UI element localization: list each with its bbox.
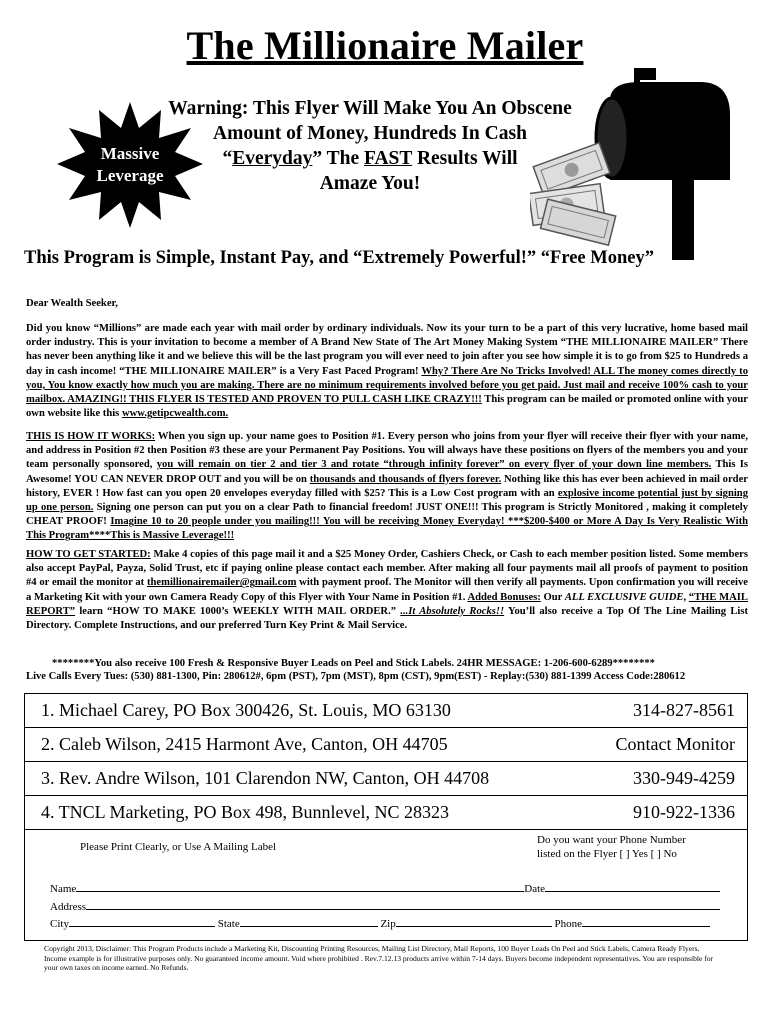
paragraph-intro: Did you know “Millions” are made each year with mail order by ordinary individuals. Now its your turn to be a part of this very lucrative, home based mail order industry. This is your invitation to become a member of A Brand New State of The Art Money Making System “THE MILLIONAIRE MAILER” There has never been anything like it and we believe this will be the last program you will ever need to join after you see how simple it is to go from $25 to Hundreds a day in cash income! “THE MILLIONAIRE MAILER” is a Very Fast Paced Program! Why? There Are No Tricks Involved! ALL The money comes directly to you, You know exactly how much you are making. There are no minimum requirements involved before you get paid. Just mail and receive 100% cash to your mailbox. AMAZING!! THIS FLYER IS TESTED AND PROVEN TO PULL CASH LIKE CRAZY!!! This program can be mailed or promoted online with your own website like this www.getipcwealth.com. [26,323,749,420]
warning-line-2: Amount of Money, Hundreds In Cash [213,123,527,144]
mailbox-icon [530,60,730,260]
monitor-email-link[interactable]: themillionairemailer@gmail.com [147,577,297,589]
position-row [25,762,747,796]
phone-field[interactable] [582,915,710,927]
live-calls-line: Live Calls Every Tues: (530) 881-1300, Pin: 280612#, 6pm (PST), 7pm (MST), 8pm (CST), 9pm(EST) - Replay:(530) 881-1399 Access Code:280612 [26,671,686,682]
city-field[interactable] [69,915,215,927]
paragraph-how-it-works: THIS IS HOW IT WORKS: When you sign up. your name goes to Position #1. Every person who joins from your flyer will receive their flyer with your name, and address in Position #2 then Position #3 these are your Permanent Pay Positions. You will always have these positions on flyers of the members you and your team personally sponsored, you will remain on tier 2 and tier 3 and rotate “through infinity forever” on every flyer of your down line members. This Is Awesome! YOU CAN NEVER DROP OUT and you will be on thousands and thousands of flyers forever. Nothing like this has ever been achieved in mail order history, EVER ! How fast can you open 20 envelopes everyday filled with $25? This is a Low Cost program with an explosive income potential just by signing up one person. Signing one person can put you on a clear Path to financial freedom! JUST ONE!!! This program is Strictly Monitored , making it completely CHEAT PROOF! Imagine 10 to 20 people under you mailing!!! You will be receiving Money Everyday! ***$200-$400 or More A Day Is Very Realistic With This Program****This is Massive Leverage!!! [26,431,749,542]
position-phone: 910-922-1336 [633,802,735,822]
position-name: 1. Michael Carey, PO Box 300426, St. Louis, MO 63130 [41,700,451,720]
position-row [25,728,747,762]
phone-listing-question: Do you want your Phone Number listed on the Flyer [ ] Yes [ ] No [537,834,686,860]
phone-label: Phone [554,918,582,930]
city-label: City [50,918,69,930]
bonus-line: ********You also receive 100 Fresh & Responsive Buyer Leads on Peel and Stick Labels. 24HR MESSAGE: 1-206-600-6289******** [52,658,655,669]
disclaimer: Copyright 2013, Disclaimer: This Program Products include a Marketing Kit, Discounting Printing Resources, Mailing List Directory, Mail Reports, 100 Buyer Leads On Peel and Stick Labels, Camera Ready Flyers. Income example is for illustrative purposes only. No guaranteed income amount. Void where prohibited . Rev.7.12.13 products arrive within 7-14 days. Buyers become independent representatives. You are responsible for your own taxes on income earned. No Refunds. [44,944,714,972]
paragraph-how-to-start: HOW TO GET STARTED: Make 4 copies of this page mail it and a $25 Money Order, Cashiers Check, or Cash to each member position listed. Some members also accept PayPal, Payza, Solid Trust, etc if paying online please contact each member. After making all four payments mail all proofs of payment to position #4 or email the monitor at themillionairemailer@gmail.com with payment proof. The Monitor will then verify all payments. Upon confirmation you will receive a Marketing Kit with your own Camera Ready Copy of this Flyer with Your Name in Position #1. Added Bonuses: Our ALL EXCLUSIVE GUIDE, “THE MAIL REPORT” learn “HOW TO MAKE 1000’s WEEKLY WITH MAIL ORDER.” ...It Absolutely Rocks!! You’ll also receive a Top Of The Line Mailing List Directory. Complete Instructions, and our preferred Turn Key Print & Mail Service. [26,549,748,632]
position-name: 4. TNCL Marketing, PO Box 498, Bunnlevel, NC 28323 [41,802,449,822]
address-line [50,898,720,913]
page-title: The Millionaire Mailer [186,23,584,68]
zip-label: Zip [380,918,396,930]
warning-line-4: Amaze You! [319,173,421,194]
zip-field[interactable] [396,915,552,927]
website-link[interactable]: www.getipcwealth.com. [121,408,229,420]
name-date-line [50,880,720,895]
positions-table [24,693,748,830]
position-phone: 314-827-8561 [633,700,735,720]
name-field[interactable] [76,880,524,892]
position-phone: 330-949-4259 [633,768,735,788]
address-label: Address [50,901,87,913]
position-row [25,796,747,829]
state-label: State [217,918,240,930]
greeting: Dear Wealth Seeker, [26,298,118,309]
position-phone: Contact Monitor [615,734,735,754]
print-instructions: Please Print Clearly, or Use A Mailing Label [80,841,277,853]
date-field[interactable] [545,880,720,892]
city-state-zip-line [50,915,710,930]
position-name: 3. Rev. Andre Wilson, 101 Clarendon NW, Canton, OH 44708 [41,768,490,788]
warning-line-1: Warning: This Flyer Will Make You An Obscene [168,98,572,119]
warning-line-3: “Everyday” The FAST Results Will [222,148,518,169]
warning-text [150,96,590,196]
date-label: Date [524,883,546,895]
position-row [25,694,747,728]
position-name: 2. Caleb Wilson, 2415 Harmont Ave, Canton, OH 44705 [41,734,448,754]
burst-label: Massive Leverage [96,144,164,185]
name-label: Name [50,883,77,895]
address-field[interactable] [86,898,720,910]
state-field[interactable] [240,915,378,927]
headline: This Program is Simple, Instant Pay, and “Extremely Powerful!” “Free Money” [24,248,654,268]
